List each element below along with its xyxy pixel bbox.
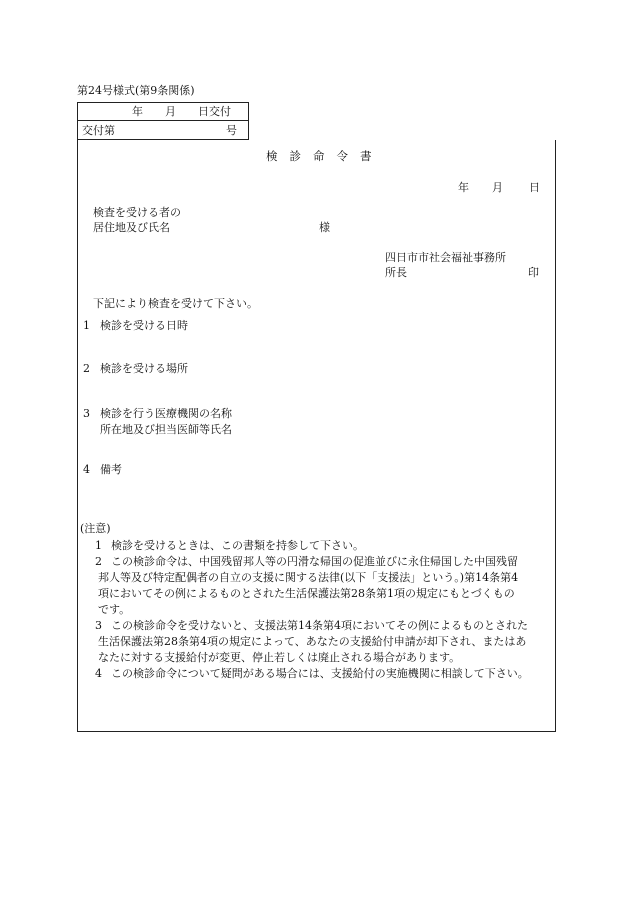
recipient-label-line2: 居住地及び氏名 [93,221,170,234]
recipient-honorific: 様 [319,221,330,234]
date-year: 年 [458,181,469,194]
note-line: この検診命令を受けないと、支援法第14条第4項においてその例によるものとされた [111,619,528,632]
notes-heading: (注意) [80,522,111,535]
note-number-3: 3 [95,619,102,632]
issue-date-label: 年 月 日交付 [132,105,231,118]
item-number-1: 1 [83,319,90,332]
seal-mark: 印 [528,266,539,279]
item-text-3: 検診を行う医療機関の名称 [100,407,232,420]
recipient-label-line1: 検査を受ける者の [93,206,181,219]
issue-number-suffix: 号 [226,124,237,137]
form-number: 第24号様式(第9条関係) [77,84,195,97]
issuer-title: 所長 [385,266,407,279]
note-number-1: 1 [95,539,102,552]
note-number-2: 2 [95,555,102,568]
item-subtext-3: 所在地及び担当医師等氏名 [100,423,232,436]
item-number-2: 2 [83,362,90,375]
issuer-organization: 四日市市社会福祉事務所 [385,251,506,264]
note-line: なたに対する支援給付が変更、停止若しくは廃止される場合があります。 [98,651,461,664]
note-line: 生活保護法第28条第4項の規定によって、あなたの支援給付申請が却下され、またはあ [98,635,527,648]
note-number-4: 4 [95,667,102,680]
note-line: この検診命令は、中国残留邦人等の円滑な帰国の促進並びに永住帰国した中国残留 [111,555,518,568]
item-number-4: 4 [83,463,90,476]
item-text-2: 検診を受ける場所 [100,362,188,375]
note-line: 邦人等及び特定配偶者の自立の支援に関する法律(以下「支援法」という。)第14条第4 [98,571,519,584]
note-line: この検診命令について疑問がある場合には、支援給付の実施機関に相談して下さい。 [111,667,529,680]
issue-box-divider [77,120,249,121]
note-line: です。 [98,603,131,616]
intro-text: 下記により検査を受けて下さい。 [93,297,258,310]
note-line: 検診を受けるときは、この書類を持参して下さい。 [111,539,364,552]
date-month: 月 [492,181,503,194]
issue-number-label: 交付第 [82,124,115,137]
date-day: 日 [529,181,540,194]
form-title: 検診命令書 [266,149,384,163]
item-text-1: 検診を受ける日時 [100,319,188,332]
note-line: 項においてその例によるものとされた生活保護法第28条第1項の規定にもとづくもの [98,587,515,600]
item-number-3: 3 [83,407,90,420]
item-text-4: 備考 [100,463,122,476]
